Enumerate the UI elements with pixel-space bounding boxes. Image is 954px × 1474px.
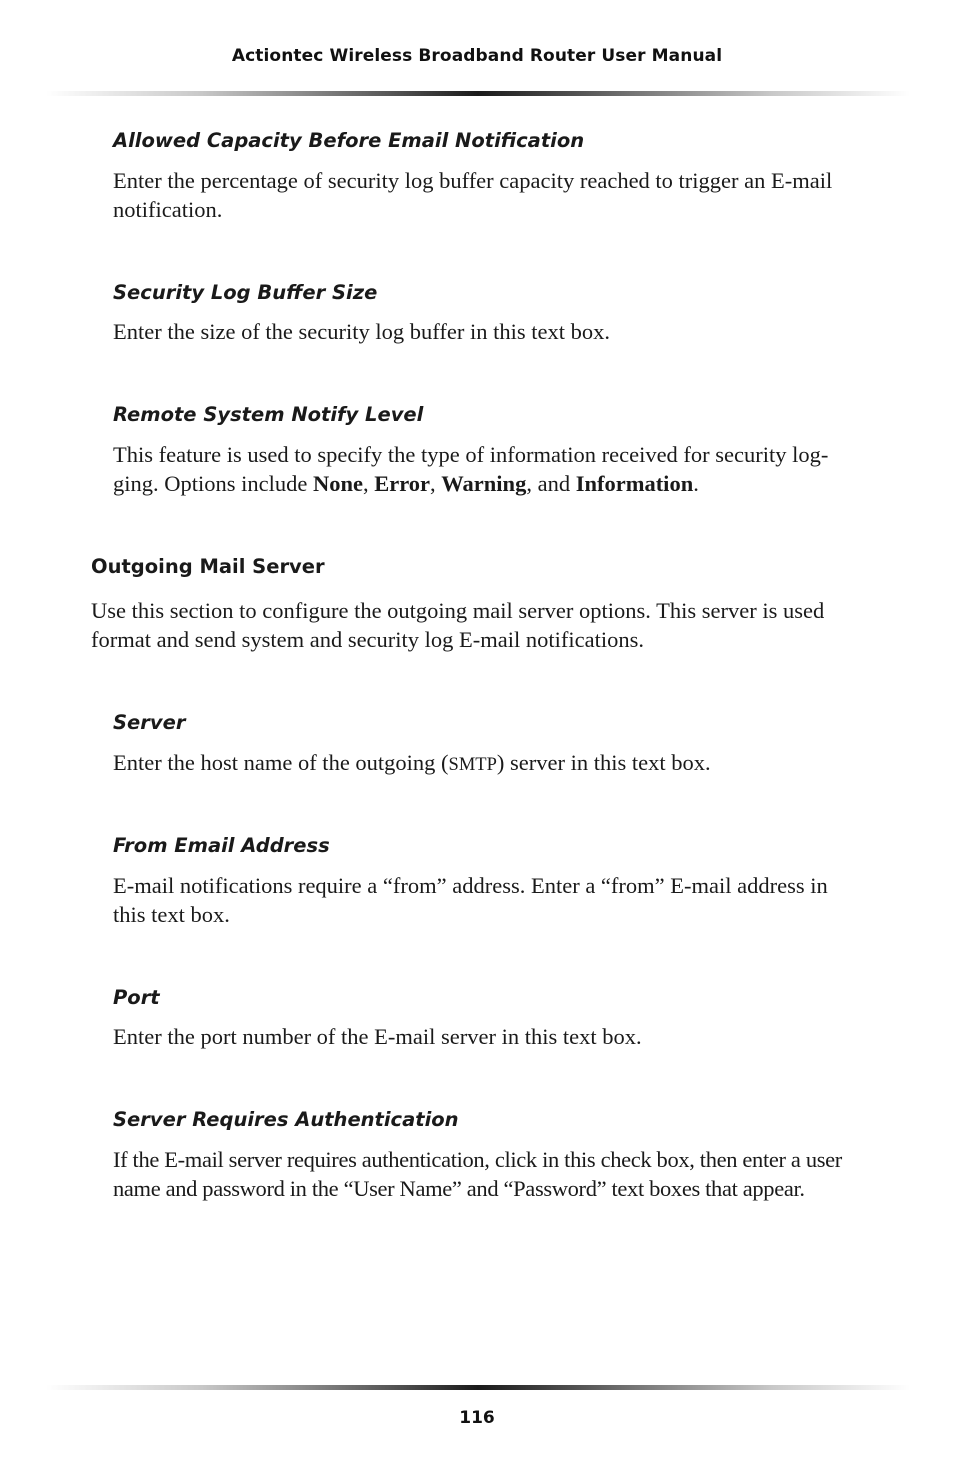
separator: ,: [362, 471, 375, 496]
option-none: None: [312, 471, 363, 496]
server-text-end: ) server in this text box.: [496, 750, 711, 775]
smtp-abbreviation: SMTP: [448, 755, 497, 775]
page-header-title: Actiontec Wireless Broadband Router User Manual: [231, 46, 723, 66]
heading-remote-notify: Remote System Notify Level: [113, 403, 424, 426]
heading-port: Port: [113, 986, 160, 1009]
heading-buffer-size: Security Log Buffer Size: [113, 281, 378, 304]
option-error: Error: [374, 471, 431, 496]
paragraph-server: [113, 748, 873, 780]
paragraph-buffer-size: Enter the size of the security log buffer in this text box.: [113, 319, 610, 344]
paragraph-outgoing-mail-server: Use this section to configure the outgoing mail server options. This server is used format and send system and security log E-mail notifications.: [91, 598, 825, 652]
separator: , and: [526, 471, 576, 496]
page-number: 116: [459, 1408, 495, 1428]
paragraph-allowed-capacity: Enter the percentage of security log buffer capacity reached to trigger an E-mail notification.: [113, 168, 833, 222]
paragraph-from-email: E-mail notifications require a “from” address. Enter a “from” E-mail address in this text box.: [113, 873, 828, 927]
heading-server: Server: [113, 711, 186, 734]
option-warning: Warning: [441, 471, 527, 496]
server-text-start: Enter the host name of the outgoing (: [113, 750, 449, 775]
remote-notify-intro: This feature is used to specify the type of information received for security log-ging. Options include: [113, 442, 829, 496]
separator: ,: [430, 471, 442, 496]
paragraph-server-auth: If the E-mail server requires authentication, click in this check box, then enter a user name and password in the “User Name” and “Password” text boxes that appear.: [113, 1147, 842, 1201]
heading-server-auth: Server Requires Authentication: [113, 1108, 459, 1131]
paragraph-remote-notify: [113, 440, 848, 498]
header-divider: [46, 91, 910, 96]
footer-divider: [46, 1385, 910, 1390]
option-information: Information: [575, 471, 694, 496]
paragraph-port: Enter the port number of the E-mail server in this text box.: [113, 1024, 642, 1049]
heading-allowed-capacity: Allowed Capacity Before Email Notification: [113, 129, 585, 152]
heading-from-email: From Email Address: [113, 834, 330, 857]
period: .: [693, 471, 699, 496]
heading-outgoing-mail-server: Outgoing Mail Server: [91, 555, 325, 578]
